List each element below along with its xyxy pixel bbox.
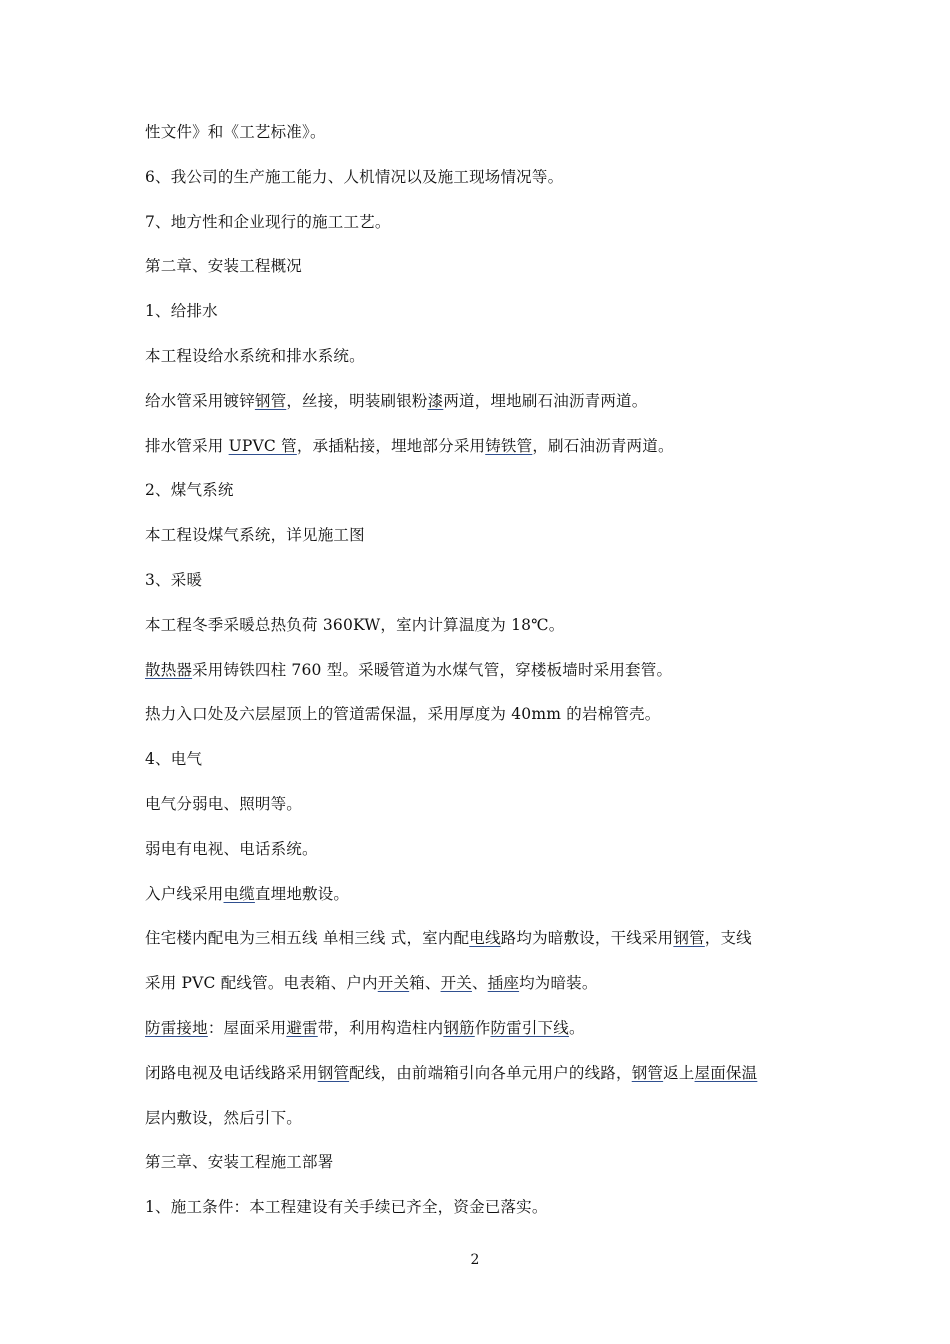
- text-line: [145, 928, 810, 973]
- text-line: [145, 884, 810, 929]
- text-line: [145, 167, 810, 212]
- text-line: [145, 1108, 810, 1153]
- underlined-term[interactable]: UPVC 管: [228, 436, 297, 455]
- underlined-term[interactable]: 钢管: [317, 1063, 350, 1082]
- text-line: [145, 301, 810, 346]
- underlined-term[interactable]: 屋面保温: [694, 1063, 758, 1082]
- underlined-term[interactable]: 电缆: [223, 884, 255, 903]
- text-run: ，刷石油沥青两道。: [532, 436, 674, 455]
- text-line: [145, 973, 810, 1018]
- text-line: [145, 749, 810, 794]
- underlined-term[interactable]: 散热器: [145, 660, 193, 679]
- text-line: [145, 660, 810, 705]
- text-line: [145, 1063, 810, 1108]
- text-run: 箱、: [409, 974, 441, 993]
- text-line: [145, 704, 810, 749]
- text-run: 7、地方性和企业现行的施工工艺。: [145, 212, 391, 231]
- text-line: [145, 1018, 810, 1063]
- text-run: 层内敷设，然后引下。: [145, 1108, 303, 1127]
- text-line: [145, 1152, 810, 1197]
- text-run: 均为暗装。: [519, 974, 598, 993]
- text-run: 采用铸铁四柱 760 型。采暖管道为水煤气管，穿楼板墙时采用套管。: [192, 660, 673, 679]
- underlined-term[interactable]: 钢筋: [443, 1018, 475, 1037]
- underlined-term[interactable]: 电线: [469, 929, 501, 948]
- underlined-term[interactable]: 漆: [427, 391, 444, 410]
- text-run: 路均为暗敷设，干线采用: [500, 929, 674, 948]
- underlined-term[interactable]: 避雷: [286, 1018, 318, 1037]
- text-run: 2、煤气系统: [145, 481, 234, 500]
- text-run: 第三章、安装工程施工部署: [145, 1153, 334, 1172]
- underlined-term[interactable]: 钢管: [631, 1063, 664, 1082]
- text-run: 闭路电视及电话线路采用: [145, 1063, 318, 1082]
- text-line: [145, 122, 810, 167]
- underlined-term[interactable]: 防雷接地: [145, 1018, 208, 1037]
- text-run: ，支线: [704, 929, 752, 948]
- text-run: 6、我公司的生产施工能力、人机情况以及施工现场情况等。: [145, 167, 564, 186]
- text-run: 直埋地敷设。: [254, 884, 350, 903]
- text-run: 电气分弱电、照明等。: [145, 794, 303, 813]
- underlined-term[interactable]: 防雷引下线: [490, 1018, 569, 1037]
- text-line: [145, 212, 810, 257]
- underlined-term[interactable]: 插座: [487, 974, 520, 993]
- underlined-term[interactable]: 钢管: [254, 391, 287, 410]
- text-run: 住宅楼内配电为三相五线 单相三线 式，室内配: [145, 929, 470, 948]
- text-run: 带，利用构造柱内: [317, 1018, 444, 1037]
- text-run: 弱电有电视、电话系统。: [145, 839, 318, 858]
- text-run: 1、给排水: [145, 302, 218, 321]
- text-run: ，丝接，明装刷银粉: [286, 391, 428, 410]
- underlined-term[interactable]: 开关: [377, 974, 410, 993]
- text-run: 本工程设煤气系统，详见施工图: [145, 526, 365, 545]
- text-run: ，承插粘接，埋地部分采用: [296, 436, 486, 455]
- underlined-term[interactable]: 开关: [440, 974, 472, 993]
- text-run: 排水管采用: [145, 436, 229, 455]
- text-line: [145, 1197, 810, 1242]
- text-line: [145, 570, 810, 615]
- document-body: [145, 122, 810, 1242]
- text-run: 采用 PVC 配线管。电表箱、户内: [145, 974, 378, 993]
- text-run: 返上: [663, 1063, 695, 1082]
- text-run: 热力入口处及六层屋顶上的管道需保温，采用厚度为 40mm 的岩棉管壳。: [145, 705, 661, 724]
- text-run: 1、施工条件：本工程建设有关手续已齐全，资金已落实。: [145, 1198, 548, 1217]
- text-run: 。: [568, 1018, 585, 1037]
- text-run: 两道，埋地刷石油沥青两道。: [443, 391, 648, 410]
- text-line: [145, 794, 810, 839]
- underlined-term[interactable]: 钢管: [673, 929, 705, 948]
- text-line: [145, 525, 810, 570]
- text-run: 性文件》和《工艺标准》。: [145, 123, 326, 141]
- text-line: [145, 256, 810, 301]
- text-run: 第二章、安装工程概况: [145, 257, 303, 276]
- text-run: 作: [474, 1018, 491, 1037]
- text-run: 3、采暖: [145, 570, 203, 589]
- text-run: 、: [471, 974, 488, 993]
- text-line: [145, 391, 810, 436]
- text-line: [145, 346, 810, 391]
- text-run: 本工程设给水系统和排水系统。: [145, 346, 365, 365]
- underlined-term[interactable]: 铸铁管: [485, 436, 533, 455]
- text-line: [145, 615, 810, 660]
- text-run: 配线，由前端箱引向各单元用户的线路，: [349, 1063, 632, 1082]
- text-run: 入户线采用: [145, 884, 224, 903]
- text-run: 给水管采用镀锌: [145, 391, 255, 410]
- text-line: [145, 480, 810, 525]
- text-line: [145, 839, 810, 884]
- page-number: 2: [470, 1252, 480, 1268]
- text-line: [145, 436, 810, 481]
- text-run: 4、电气: [145, 750, 203, 769]
- text-run: 本工程冬季采暖总热负荷 360KW，室内计算温度为 18℃。: [145, 615, 565, 634]
- text-run: ：屋面采用: [207, 1018, 287, 1037]
